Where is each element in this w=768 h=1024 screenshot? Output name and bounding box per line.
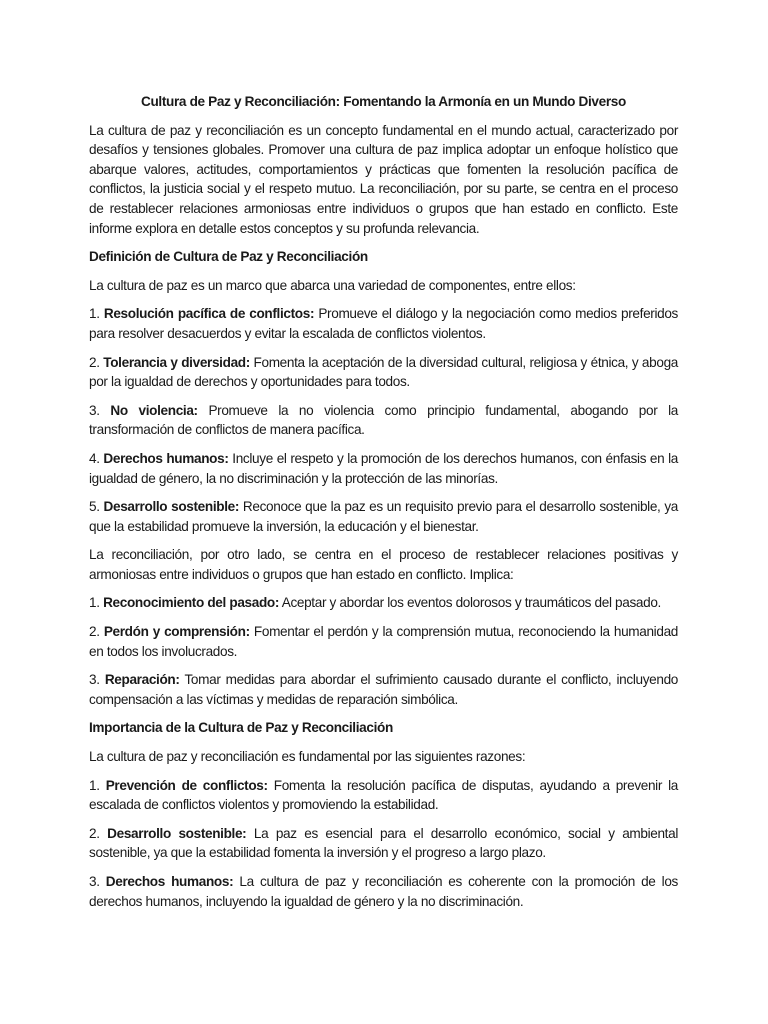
item-text: Promueve la no violencia como principio fundamental, abogando por la transformación de conflictos de manera pacífica. <box>89 402 679 438</box>
reconciliation-lead-paragraph: La reconciliación, por otro lado, se centra en el proceso de restablecer relaciones positivas y armoniosas entre individuos o grupos que han estado en conflicto. Implica: <box>89 547 678 582</box>
item-number: 3. <box>89 874 100 889</box>
section-lead-paragraph: La cultura de paz es un marco que abarca una variedad de componentes, entre ellos: <box>89 277 576 293</box>
item-term: Prevención de conflictos: <box>105 777 268 793</box>
item-number: 2. <box>89 354 100 370</box>
document-title: Cultura de Paz y Reconciliación: Fomentando la Armonía en un Mundo Diverso <box>141 94 626 109</box>
item-text: Aceptar y abordar los eventos dolorosos y traumáticos del pasado. <box>279 595 661 611</box>
intro-paragraph: La cultura de paz y reconciliación es un concepto fundamental en el mundo actual, caracterizado por desafíos y tensiones globales. Promover una cultura de paz implica adoptar un enfoque holístico que abarque valores, actitudes, comportamientos y prácticas que fomenten la resolución pacífica de conflictos, la justicia social y el respeto mutuo. La reconciliación, por su parte, se centra en el proceso de restablecer relaciones armoniosas entre individuos o grupos que han estado en conflicto. Este informe explora en detalle estos conceptos y su profunda relevancia. <box>89 122 678 236</box>
item-term: No violencia: <box>110 402 198 418</box>
item-text: Tomar medidas para abordar el sufrimiento causado durante el conflicto, incluyendo compensación a las víctimas y medidas de reparación simbólica. <box>89 672 678 707</box>
list-item <box>89 670 678 709</box>
list-item <box>89 449 678 488</box>
item-number: 5. <box>89 499 100 515</box>
list-item <box>89 353 678 392</box>
section-lead-paragraph: La cultura de paz y reconciliación es fundamental por las siguientes razones: <box>89 749 526 765</box>
section-heading-definicion: Definición de Cultura de Paz y Reconciliación <box>89 249 368 265</box>
item-term: Resolución pacífica de conflictos: <box>103 306 315 322</box>
item-number: 1. <box>89 306 100 322</box>
list-item <box>89 824 678 863</box>
item-text: Fomenta la aceptación de la diversidad cultural, religiosa y étnica, y aboga por la igualdad de derechos y oportunidades para todos. <box>89 354 678 390</box>
item-text: Promueve el diálogo y la negociación como medios preferidos para resolver desacuerdos y evitar la escalada de conflictos violentos. <box>89 306 678 341</box>
item-number: 1. <box>89 777 100 793</box>
item-number: 3. <box>89 672 100 688</box>
list-item <box>89 776 678 815</box>
item-term: Derechos humanos: <box>105 874 234 889</box>
item-term: Desarrollo sostenible: <box>107 825 247 841</box>
list-item <box>89 304 678 343</box>
list-item <box>89 593 678 613</box>
item-term: Perdón y comprensión: <box>103 624 250 640</box>
item-term: Reconocimiento del pasado: <box>103 595 280 611</box>
item-text: Reconoce que la paz es un requisito previo para el desarrollo sostenible, ya que la estabilidad promueve la inversión, la educación y el bienestar. <box>89 499 678 534</box>
item-number: 2. <box>89 825 100 841</box>
item-term: Tolerancia y diversidad: <box>103 354 250 370</box>
item-number: 1. <box>89 595 100 611</box>
item-text: La paz es esencial para el desarrollo económico, social y ambiental sostenible, ya que la estabilidad fomenta la inversión y el progreso a largo plazo. <box>89 825 678 861</box>
item-number: 3. <box>89 402 100 418</box>
item-term: Derechos humanos: <box>103 450 229 466</box>
list-item <box>89 872 678 911</box>
item-text: Incluye el respeto y la promoción de los derechos humanos, con énfasis en la igualdad de género, la no discriminación y la protección de las minorías. <box>89 450 678 486</box>
item-term: Desarrollo sostenible: <box>103 499 240 515</box>
item-text: Fomentar el perdón y la comprensión mutua, reconociendo la humanidad en todos los involucrados. <box>89 624 678 659</box>
item-text: Fomenta la resolución pacífica de disputas, ayudando a prevenir la escalada de conflictos violentos y promoviendo la estabilidad. <box>89 777 678 813</box>
list-item <box>89 401 678 440</box>
item-number: 4. <box>89 450 100 466</box>
list-item <box>89 622 678 661</box>
list-item <box>89 497 678 536</box>
document-page <box>89 92 678 920</box>
section-heading-importancia: Importancia de la Cultura de Paz y Reconciliación <box>89 720 393 736</box>
item-text: La cultura de paz y reconciliación es coherente con la promoción de los derechos humanos, incluyendo la igualdad de género y la no discriminación. <box>89 874 679 909</box>
item-term: Reparación: <box>104 672 180 688</box>
item-number: 2. <box>89 624 100 640</box>
